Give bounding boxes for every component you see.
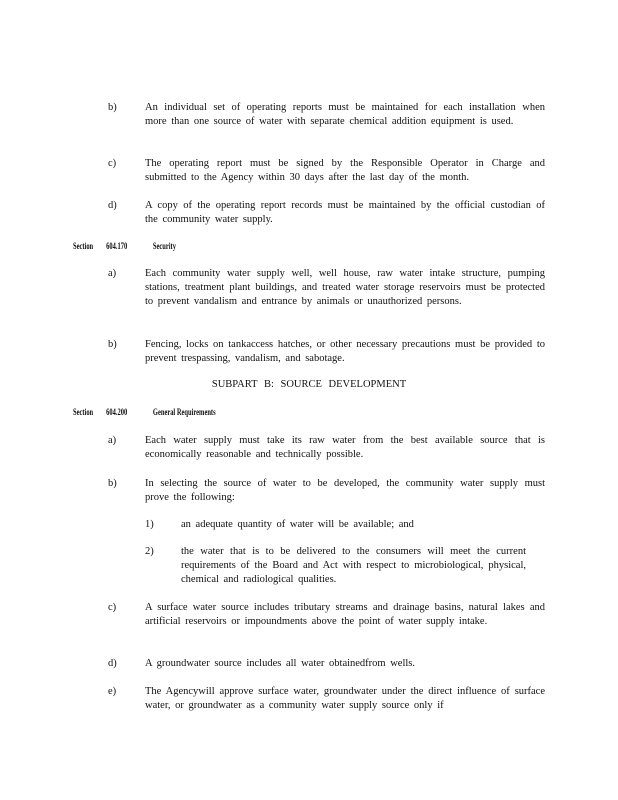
item-text: The operating report must be signed by the Responsible Operator in Charge and submitted to the Agency within 30 days after the last day of the month. (145, 158, 545, 183)
item-text: A surface water source includes tributary streams and drainage basins, natural lakes and artificial reservoirs or impoundments above the point of water supply intake. (145, 602, 545, 627)
item-label: c) (108, 158, 117, 169)
section-word: Section (73, 407, 94, 417)
item-label: d) (108, 200, 117, 211)
item-label: a) (108, 268, 117, 279)
item-text: In selecting the source of water to be developed, the community water supply must prove the following: (145, 478, 545, 503)
item-label: d) (108, 658, 117, 669)
subitem-label: 2) (145, 546, 154, 557)
item-label: b) (108, 339, 117, 350)
section-word: Section (73, 241, 94, 251)
subitem-text: the water that is to be delivered to the consumers will meet the current requirements of the Board and Act with respect to microbiological, physical, chemical and radiological qualities. (181, 546, 526, 585)
subitem-text: an adequate quantity of water will be available; and (181, 519, 414, 530)
item-label: c) (108, 602, 117, 613)
item-label: b) (108, 102, 117, 113)
section-heading-604-170 (73, 241, 176, 251)
item-text: Each community water supply well, well house, raw water intake structure, pumping stations, treatment plant buildings, and treated water storage reservoirs must be protected to prevent vandalism and entrance by animals or unauthorized persons. (145, 268, 545, 307)
item-text: An individual set of operating reports must be maintained for each installation when more than one source of water with separate chemical addition equipment is used. (145, 102, 545, 127)
section-number: 604.200 (106, 407, 128, 417)
section-number: 604.170 (106, 241, 128, 251)
item-label: e) (108, 686, 117, 697)
subpart-heading: SUBPART B: SOURCE DEVELOPMENT (211, 379, 407, 390)
item-text: A groundwater source includes all water obtainedfrom wells. (145, 658, 416, 669)
item-label: b) (108, 478, 117, 489)
item-text: Each water supply must take its raw water from the best available source that is economically reasonable and technically possible. (145, 435, 545, 460)
item-text: The Agencywill approve surface water, groundwater under the direct influence of surface water, or groundwater as a community water supply source only if (145, 686, 545, 711)
item-label: a) (108, 435, 117, 446)
section-title: Security (152, 241, 176, 251)
item-text: A copy of the operating report records must be maintained by the official custodian of the community water supply. (145, 200, 545, 225)
item-text: Fencing, locks on tankaccess hatches, or other necessary precautions must be provided to prevent trespassing, vandalism, and sabotage. (145, 339, 545, 364)
section-title: General Requirements (152, 407, 216, 417)
subitem-label: 1) (145, 519, 154, 530)
section-heading-604-200 (73, 407, 216, 417)
